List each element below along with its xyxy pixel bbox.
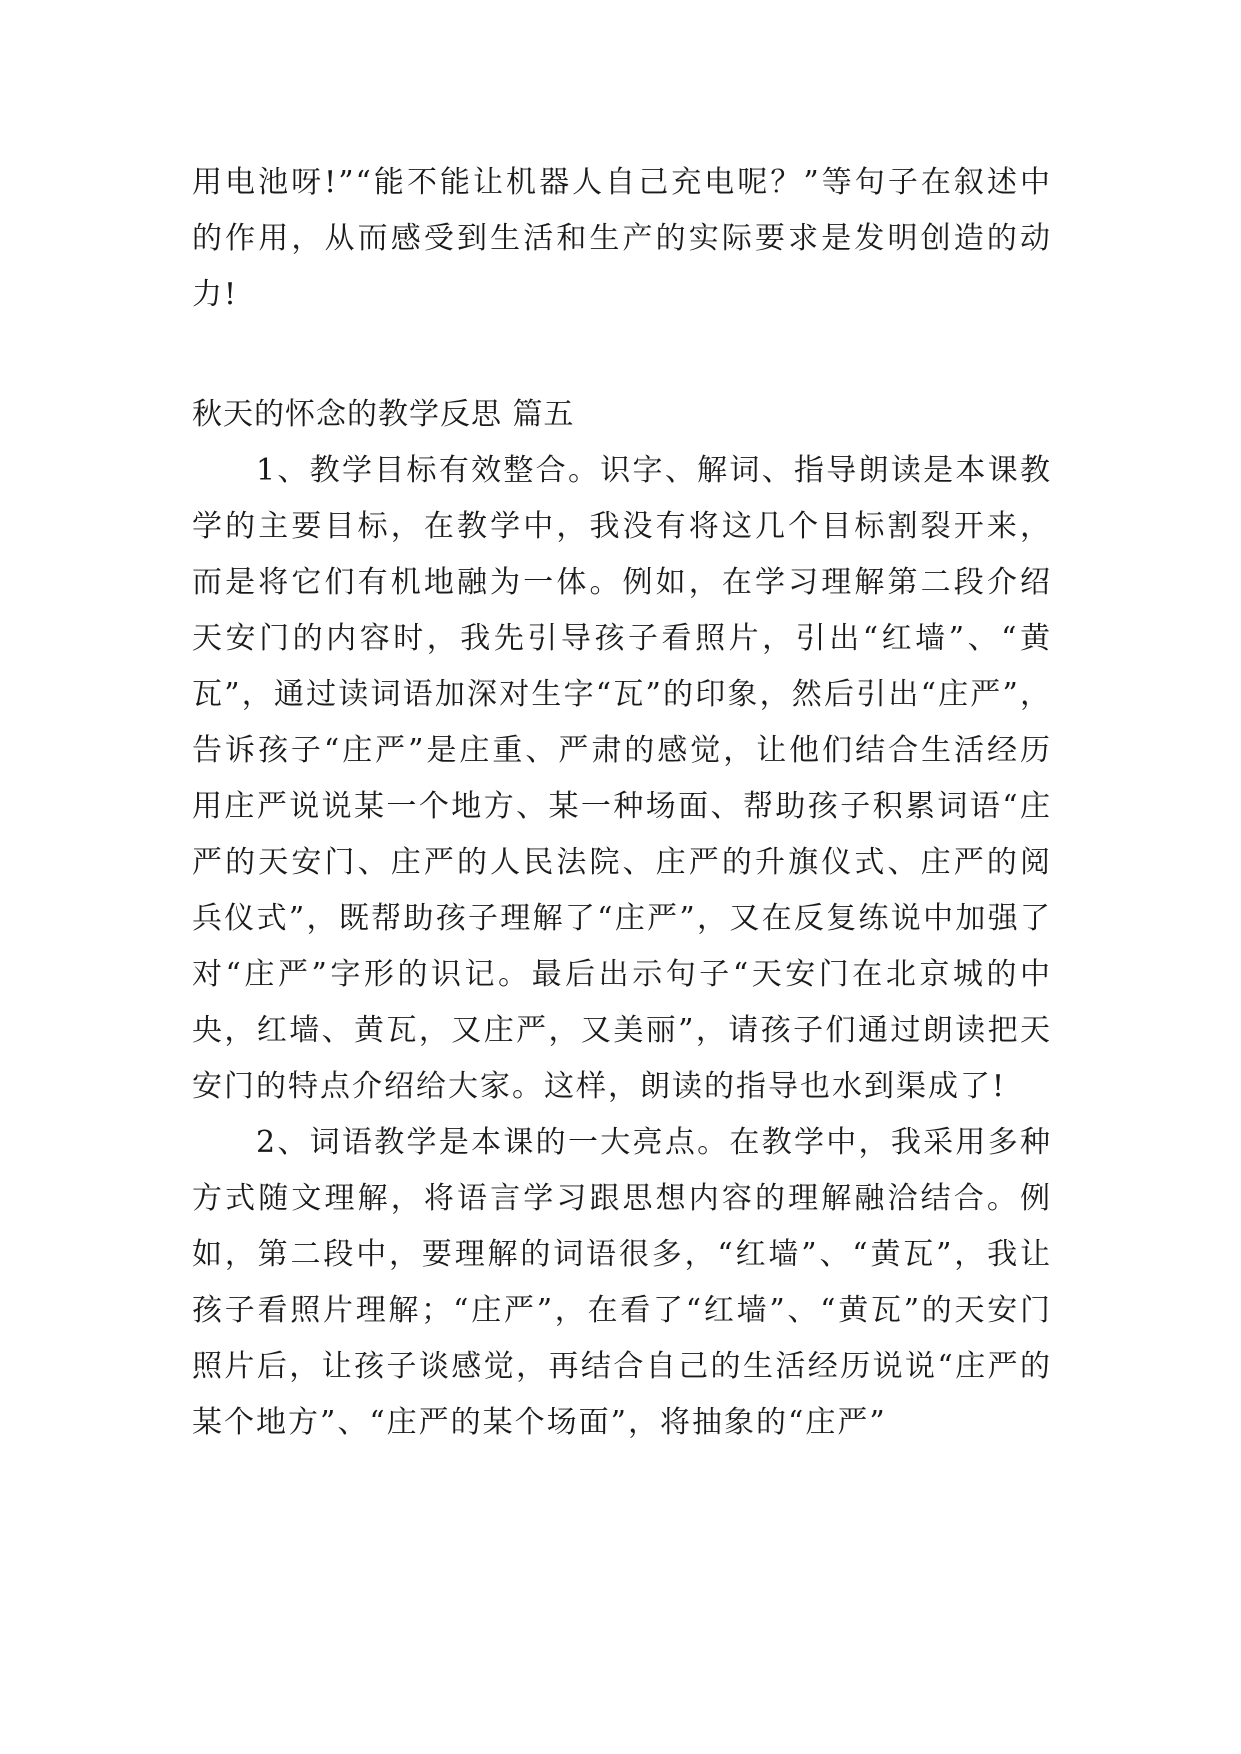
section-heading: 秋天的怀念的教学反思 篇五 [192, 397, 575, 432]
paragraph-2: 2、词语教学是本课的一大亮点。在教学中，我采用多种方式随文理解，将语言学习跟思想内容的理解融洽结合。例如，第二段中，要理解的词语很多，“红墙”、“黄瓦”，我让孩子看照片理解；“庄严”，在看了“红墙”、“黄瓦”的天安门照片后，让孩子谈感觉，再结合自己的生活经历说说“庄严的某个地方”、“庄严的某个场面”，将抽象的“庄严” [192, 1125, 1052, 1440]
document-page [192, 155, 1052, 1451]
intro-paragraph: 用电池呀!”“能不能让机器人自己充电呢？”等句子在叙述中的作用，从而感受到生活和生产的实际要求是发明创造的动力! [192, 165, 1052, 312]
paragraph-1: 1、教学目标有效整合。识字、解词、指导朗读是本课教学的主要目标，在教学中，我没有将这几个目标割裂开来，而是将它们有机地融为一体。例如，在学习理解第二段介绍天安门的内容时，我先引导孩子看照片，引出“红墙”、“黄瓦”，通过读词语加深对生字“瓦”的印象，然后引出“庄严”，告诉孩子“庄严”是庄重、严肃的感觉，让他们结合生活经历用庄严说说某一个地方、某一种场面、帮助孩子积累词语“庄严的天安门、庄严的人民法院、庄严的升旗仪式、庄严的阅兵仪式”，既帮助孩子理解了“庄严”，又在反复练说中加强了对“庄严”字形的识记。最后出示句子“天安门在北京城的中央，红墙、黄瓦，又庄严，又美丽”，请孩子们通过朗读把天安门的特点介绍给大家。这样，朗读的指导也水到渠成了! [192, 453, 1052, 1104]
